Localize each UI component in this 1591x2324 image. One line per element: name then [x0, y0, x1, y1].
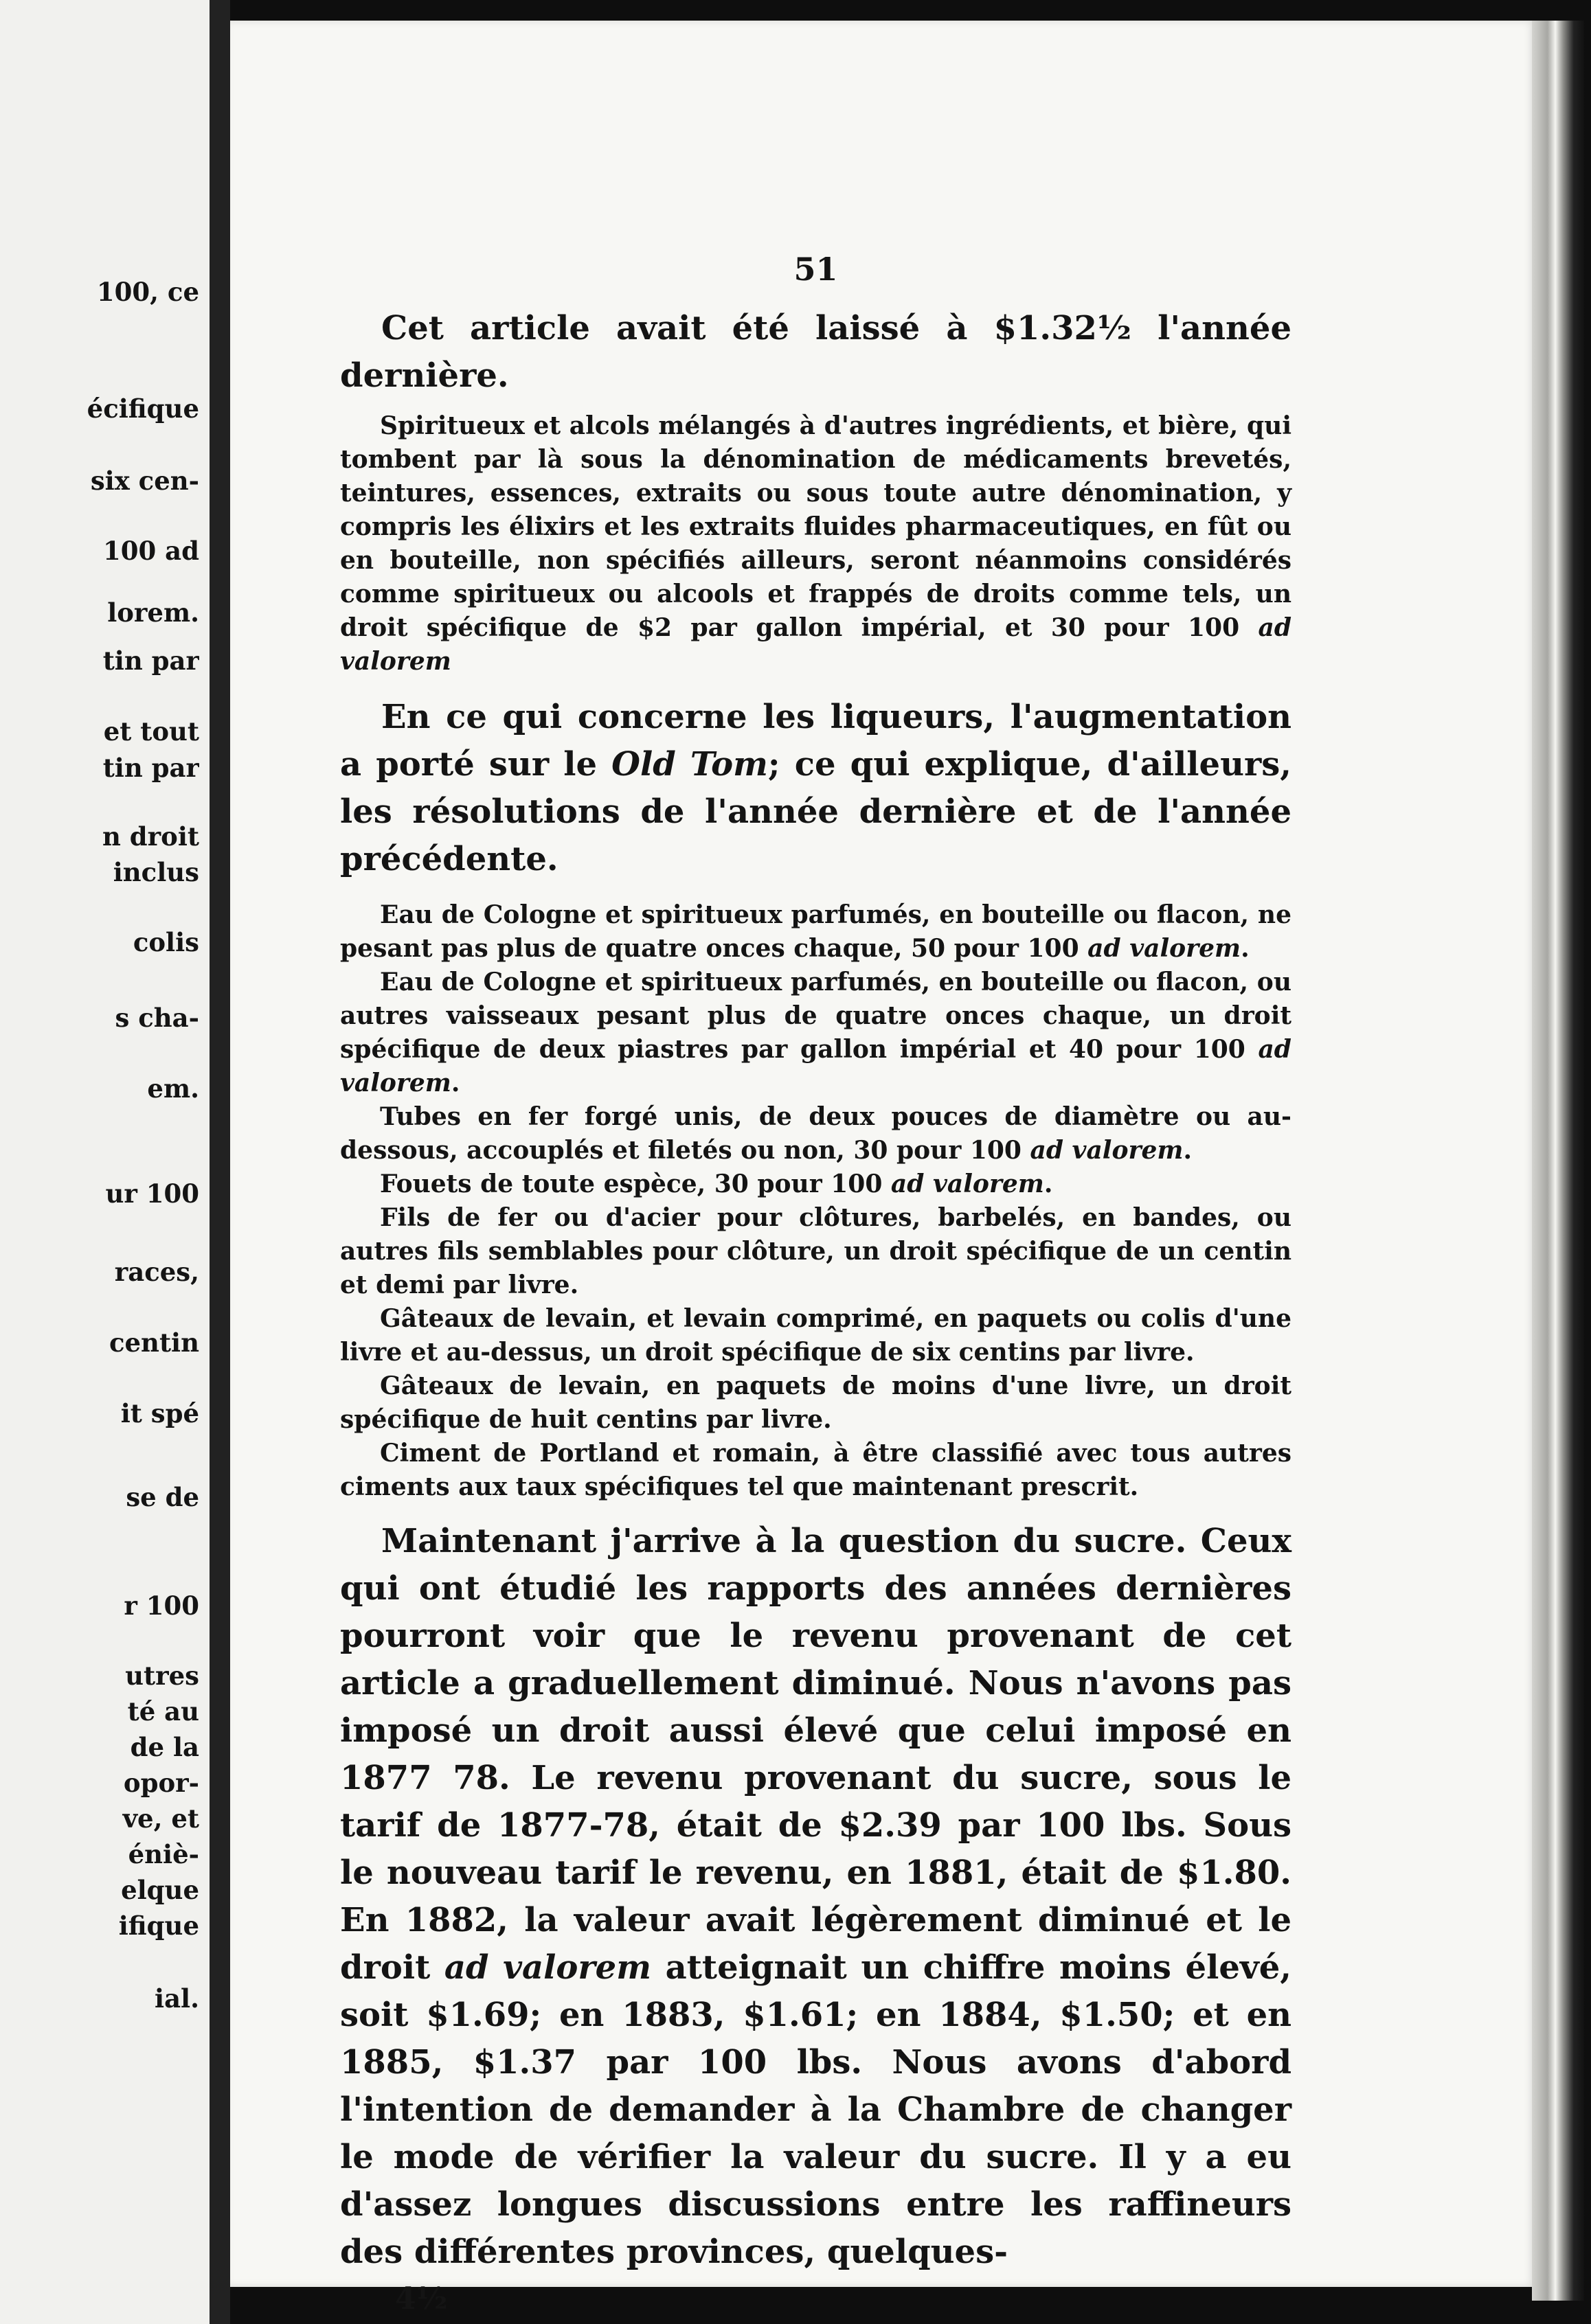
left-page-fragment: lorem.	[107, 599, 199, 627]
spirits-paragraph	[340, 409, 1291, 679]
left-page-fragment: 100, ce	[96, 278, 199, 306]
left-page-fragment: ur 100	[105, 1180, 199, 1208]
tariff-item	[340, 1201, 1291, 1302]
liqueurs-paragraph	[340, 694, 1291, 883]
tariff-item-italic: ad valorem	[1087, 934, 1241, 963]
left-page-fragment: té au	[127, 1698, 199, 1726]
left-page-fragment: se de	[126, 1483, 199, 1512]
tariff-item	[340, 1100, 1291, 1167]
signature-mark: 4½	[395, 2281, 448, 2316]
tariff-item	[340, 1369, 1291, 1437]
left-page-fragment: it spé	[120, 1400, 199, 1428]
tariff-item-text: Gâteaux de levain, en paquets de moins d'une livre, un droit spécifique de huit centins par livre.	[340, 1371, 1291, 1434]
left-page-fragment: éniè-	[128, 1841, 199, 1869]
tariff-item-end: .	[451, 1069, 460, 1097]
intro-paragraph: Cet article avait été laissé à $1.32½ l'année dernière.	[340, 309, 1291, 395]
page-number: 51	[793, 251, 838, 288]
left-facing-page	[0, 0, 210, 2324]
tariff-item-italic: ad valorem	[1030, 1136, 1184, 1165]
tariff-item-italic: ad valorem	[340, 1035, 1291, 1097]
tariff-item-text: Gâteaux de levain, et levain comprimé, en paquets ou colis d'une livre et au-dessus, un droit spécifique de six centins par livre.	[340, 1304, 1291, 1367]
tariff-item-text: Tubes en fer forgé unis, de deux pouces de diamètre ou au-dessous, accouplés et filetés ou non, 30 pour 100	[340, 1102, 1291, 1165]
sugar-text-1: Maintenant j'arrive à la question du sucre. Ceux qui ont étudié les rapports des années dernières pourront voir que le revenu provenant de cet article a graduellement diminué. Nous n'avons pas imposé un droit aussi élevé que celui imposé en 1877 78. Le revenu provenant du sucre, sous le tarif de 1877-78, était de $2.39 par 100 lbs. Sous le nouveau tarif le revenu, en 1881, était de $1.80. En 1882, la valeur avait légèrement diminué et le droit	[340, 1522, 1291, 1987]
left-page-fragment: ial.	[155, 1985, 199, 2013]
left-page-fragment: et tout	[103, 718, 199, 746]
tariff-item-italic: ad valorem	[890, 1170, 1044, 1198]
left-page-fragment: colis	[133, 929, 199, 957]
tariff-item-text: Fils de fer ou d'acier pour clôtures, barbelés, en bandes, ou autres fils semblables pour clôture, un droit spécifique de un centin et demi par livre.	[340, 1203, 1291, 1299]
spirits-text: Spiritueux et alcols mélangés à d'autres ingrédients, et bière, qui tombent par là sous la dénomination de médicaments brevetés, teintures, essences, extraits ou sous toute autre dénomination, y compris les élixirs et les extraits fluides pharmaceutiques, en fût ou en bouteille, non spécifiés ailleurs, seront néanmoins considérés comme spiritueux ou alcools et frappés de droits comme tels, un droit spécifique de $2 par gallon impérial, et 30 pour 100	[340, 411, 1291, 642]
tariff-item-text: Fouets de toute espèce, 30 pour 100	[380, 1170, 883, 1198]
left-page-fragment: utres	[125, 1662, 199, 1690]
left-page-fragment: opor-	[123, 1769, 199, 1797]
sugar-italic: ad valorem	[444, 1948, 652, 1987]
left-page-fragment: centin	[109, 1329, 199, 1357]
left-page-fragment: ve, et	[122, 1805, 199, 1833]
left-page-fragment: n droit	[102, 823, 199, 851]
left-page-fragment: de la	[130, 1733, 199, 1762]
left-page-fragment: écifique	[87, 395, 199, 423]
tariff-item-end: .	[1043, 1170, 1053, 1198]
liqueurs-after: ; ce qui explique, d'ailleurs, les résolutions de l'année dernière et de l'année précédente.	[340, 745, 1291, 878]
left-page-fragment: s cha-	[115, 1004, 199, 1032]
left-page-fragment: races,	[114, 1258, 199, 1286]
tariff-item	[340, 1437, 1291, 1504]
tariff-item	[340, 1302, 1291, 1369]
liqueurs-italic: Old Tom	[611, 745, 768, 784]
tariff-item	[340, 898, 1291, 966]
liqueurs-before: En ce qui concerne les liqueurs, l'augmentation a porté sur le	[340, 698, 1291, 784]
left-page-fragment: ifique	[118, 1912, 199, 1940]
tariff-item-text: Eau de Cologne et spiritueux parfumés, en bouteille ou flacon, ne pesant pas plus de quatre onces chaque, 50 pour 100	[340, 900, 1291, 963]
left-page-fragment: tin par	[102, 754, 199, 782]
left-page-fragment: inclus	[113, 858, 199, 887]
sugar-paragraph	[340, 1518, 1291, 2276]
left-page-fragment: six cen-	[90, 467, 199, 495]
left-page-fragment: em.	[147, 1075, 199, 1103]
left-page-fragment: tin par	[102, 647, 199, 675]
tariff-item	[340, 966, 1291, 1100]
left-page-fragment: 100 ad	[103, 537, 199, 565]
page-content	[340, 251, 1291, 2316]
tariff-item-text: Ciment de Portland et romain, à être classifié avec tous autres ciments aux taux spécifiques tel que maintenant prescrit.	[340, 1439, 1291, 1501]
left-page-fragment: r 100	[124, 1592, 199, 1620]
sugar-text-2: atteignait un chiffre moins élevé, soit $1.69; en 1883, $1.61; en 1884, $1.50; et en 1885, $1.37 par 100 lbs. Nous avons d'abord l'intention de demander à la Chambre de changer le mode de vérifier la valeur du sucre. Il y a eu d'assez longues discussions entre les raffineurs des différentes provinces, quelques-	[340, 1948, 1292, 2271]
tariff-item-end: .	[1183, 1136, 1192, 1165]
spirits-italic: ad valorem	[340, 613, 1291, 676]
tariff-item-end: .	[1241, 934, 1250, 963]
tariff-items	[340, 898, 1291, 1504]
tariff-item-text: Eau de Cologne et spiritueux parfumés, en bouteille ou flacon, ou autres vaisseaux pesant plus de quatre onces chaque, un droit spécifique de deux piastres par gallon impérial et 40 pour 100	[340, 968, 1291, 1064]
page-edge	[1532, 21, 1584, 2301]
tariff-item	[340, 1167, 1291, 1201]
book-gutter	[210, 0, 230, 2324]
left-page-fragment: elque	[121, 1876, 199, 1904]
